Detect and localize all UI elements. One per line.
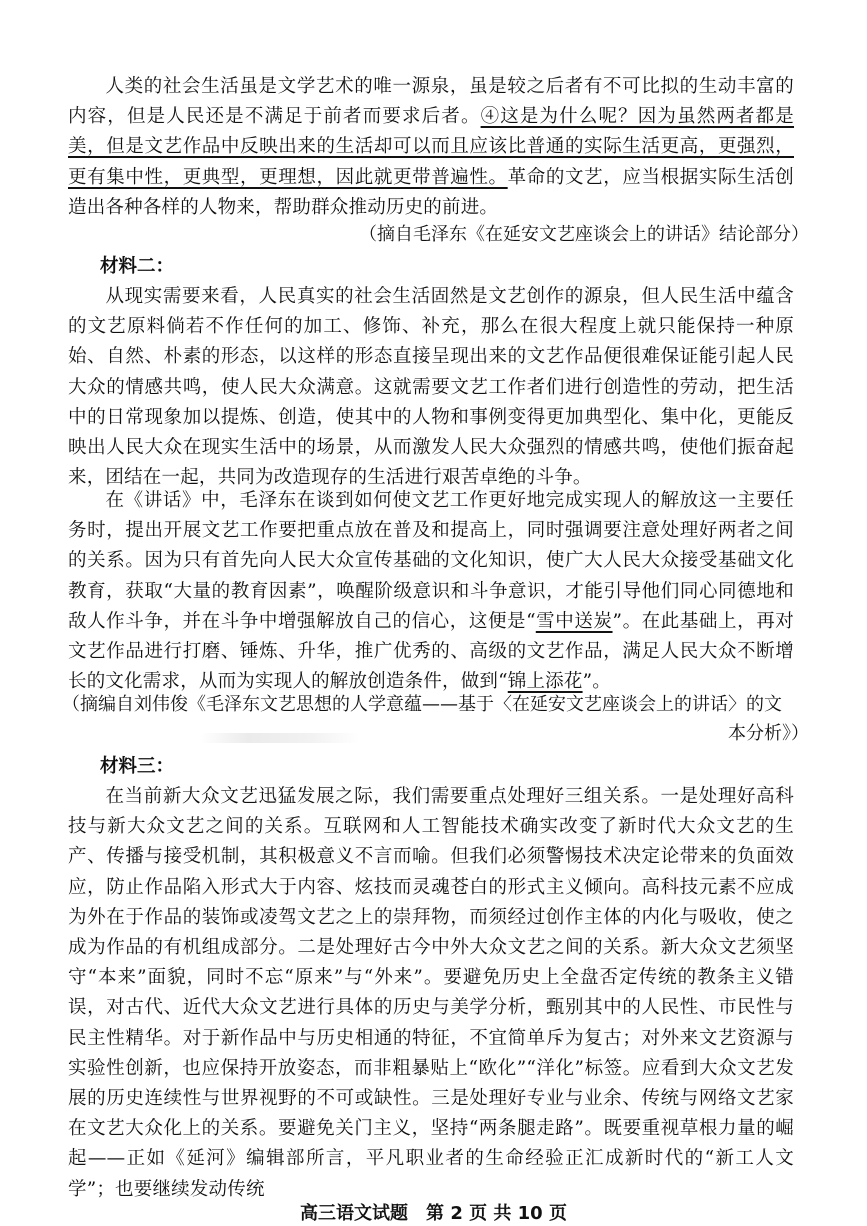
material2-source-line-1: （摘编自刘伟俊《毛泽东文艺思想的人学意蕴——基于〈在延安文艺座谈会上的讲话〉的文	[62, 694, 782, 715]
material1-underlined-sentence: ④这是为什么呢？因为虽然两者都是美，但是文艺作品中反映出来的生活却可以而且应该比普通的实际生活更高，更强烈，更有集中性，更典型，更理想，因此就更带普遍性。	[68, 106, 795, 188]
material2-underlined-term-1: 雪中送炭	[535, 610, 613, 632]
material3-paragraph	[68, 782, 794, 1205]
material3-heading: 材料三：	[100, 756, 175, 777]
material2-p2-text-a: 在《讲话》中，毛泽东在谈到如何使文艺工作更好地完成实现人的解放这一主要任务时，提出开展文艺工作要把重点放在普及和提高上，同时强调要注意处理好两者之间的关系。因为只有首先向人民大众宣传基础的文化知识，使广大人民大众接受基础文化教育，获取“大量的教育因素”，唤醒阶级意识和斗争意识，才能引导他们同心同德地和敌人作斗争，并在斗争中增强解放自己的信心，这便是“	[68, 490, 794, 632]
material2-underlined-term-2: 锦上添花	[507, 671, 583, 693]
material1-paragraph	[68, 72, 794, 223]
material2-paragraph-1	[68, 282, 794, 493]
material2-paragraph-2	[68, 486, 794, 697]
material1-text-b: 革命的文艺，应当根据实际生活创造出各种各样的人物来，帮助群众推动历史的前进。	[68, 166, 794, 218]
material2-p1-text: 从现实需要来看，人民真实的社会生活固然是文艺创作的源泉，但人民生活中蕴含的文艺原料倘若不作任何的加工、修饰、补充，那么在很大程度上就只能保持一种原始、自然、朴素的形态，以这样的形态直接呈现出来的文艺作品便很难保证能引起人民大众的情感共鸣，使人民大众满意。这就需要文艺工作者们进行创造性的劳动，把生活中的日常现象加以提炼、创造，使其中的人物和事例变得更加典型化、集中化，更能反映出人民大众在现实生活中的场景，从而激发人民大众强烈的情感共鸣，使他们振奋起来，团结在一起，共同为改造现存的生活进行艰苦卓绝的斗争。	[68, 286, 794, 489]
material2-p2-text-b: ”。在此基础上，再对文艺作品进行打磨、锤炼、升华，推广优秀的、高级的文艺作品，满足人民大众不断增长的文化需求，从而为实现人的解放创造条件，做到“	[68, 610, 794, 693]
material1-source: （摘自毛泽东《在延安文艺座谈会上的讲话》结论部分）	[359, 224, 809, 245]
material2-source-line-2: 本分析》）	[728, 723, 809, 744]
material2-p2-text-c: ”。	[582, 671, 611, 693]
material1-text-a: 人类的社会生活虽是文学艺术的唯一源泉，虽是较之后者有不可比拟的生动丰富的内容，但是人民还是不满足于前者而要求后者。	[68, 76, 794, 128]
material3-text: 在当前新大众文艺迅猛发展之际，我们需要重点处理好三组关系。一是处理好高科技与新大众文艺之间的关系。互联网和人工智能技术确实改变了新时代大众文艺的生产、传播与接受机制，其积极意义不言而喻。但我们必须警惕技术决定论带来的负面效应，防止作品陷入形式大于内容、炫技而灵魂苍白的形式主义倾向。高科技元素不应成为外在于作品的装饰或凌驾文艺之上的崇拜物，而须经过创作主体的内化与吸收，使之成为作品的有机组成部分。二是处理好古今中外大众文艺之间的关系。新大众文艺须坚守“本来”面貌，同时不忘“原来”与“外来”。要避免历史上全盘否定传统的教条主义错误，对古代、近代大众文艺进行具体的历史与美学分析，甄别其中的人民性、市民性与民主性精华。对于新作品中与历史相通的特征，不宜简单斥为复古；对外来文艺资源与实验性创新，也应保持开放姿态，而非粗暴贴上“欧化”“洋化”标签。应看到大众文艺发展的历史连续性与世界视野的不可或缺性。三是处理好专业与业余、传统与网络文艺家在文艺大众化上的关系。要避免关门主义，坚持“两条腿走路”。既要重视草根力量的崛起——正如《延河》编辑部所言，平凡职业者的生命经验正汇成新时代的“新工人文学”；也要继续发动传统	[68, 786, 794, 1200]
material2-heading: 材料二：	[100, 256, 175, 277]
scan-smudge	[200, 733, 360, 743]
page-footer: 高三语文试题 第 2 页 共 10 页	[300, 1203, 567, 1224]
